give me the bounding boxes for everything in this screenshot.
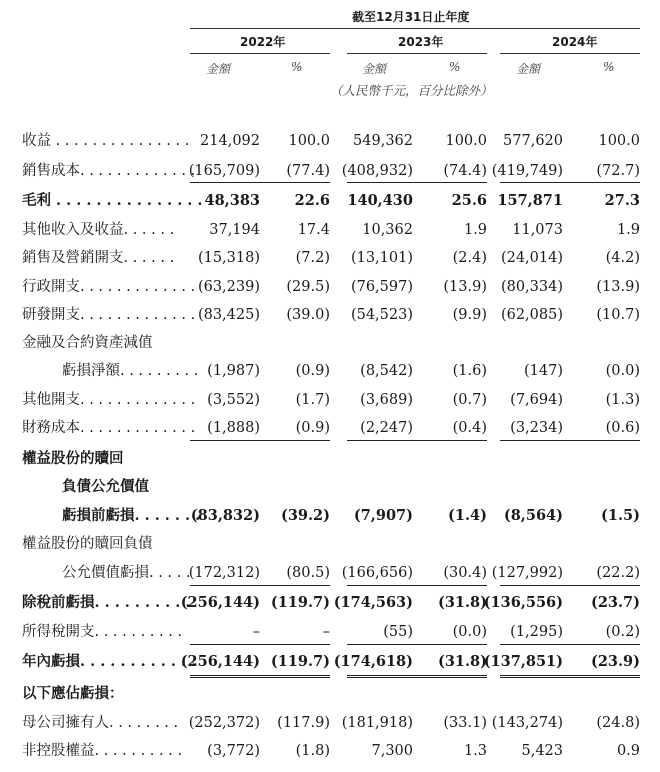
amount-cell: 11,073 bbox=[512, 222, 563, 238]
amount-cell: (3,689) bbox=[360, 392, 413, 408]
amount-cell: (83,425) bbox=[197, 307, 260, 323]
amount-cell: 577,620 bbox=[503, 133, 563, 149]
table-row bbox=[0, 358, 660, 384]
row-label: 權益股份的贖回 bbox=[22, 450, 124, 467]
table-row bbox=[0, 387, 660, 413]
table-row bbox=[0, 128, 660, 154]
percent-cell: (10.7) bbox=[596, 307, 640, 323]
row-label: 財務成本. . . . . . . . . . . . . bbox=[22, 420, 196, 436]
amount-cell: (80,334) bbox=[500, 279, 563, 295]
period-underline bbox=[190, 28, 640, 29]
amount-cell: (137,851) bbox=[483, 653, 563, 670]
amount-cell: – bbox=[252, 624, 260, 640]
percent-cell: (1.5) bbox=[601, 507, 640, 524]
row-label: 母公司擁有人. . . . . . . . bbox=[22, 715, 179, 731]
amount-cell: (13,101) bbox=[350, 250, 413, 266]
percent-cell: (2.4) bbox=[452, 250, 487, 266]
year-underline-2022 bbox=[190, 53, 330, 54]
amount-cell: (3,552) bbox=[207, 392, 260, 408]
amount-subheading: 金額 bbox=[362, 62, 387, 76]
percent-cell: (0.9) bbox=[295, 420, 330, 436]
amount-cell: (83,832) bbox=[190, 507, 260, 524]
table-row bbox=[0, 503, 660, 529]
subtotal-rule bbox=[190, 182, 330, 183]
amount-cell: (256,144) bbox=[180, 594, 260, 611]
percent-cell: (1.7) bbox=[295, 392, 330, 408]
percent-cell: (23.9) bbox=[590, 653, 640, 670]
percent-cell: 100.0 bbox=[445, 133, 487, 149]
amount-cell: (1,987) bbox=[207, 363, 260, 379]
percent-cell: (39.2) bbox=[280, 507, 330, 524]
table-row bbox=[0, 188, 660, 214]
table-row bbox=[0, 158, 660, 184]
percent-cell: 17.4 bbox=[297, 222, 330, 238]
percent-cell: (0.0) bbox=[605, 363, 640, 379]
row-label: 其他開支. . . . . . . . . . . . . bbox=[22, 392, 196, 408]
amount-cell: (8,564) bbox=[503, 507, 563, 524]
table-row bbox=[0, 560, 660, 586]
amount-cell: 140,430 bbox=[347, 192, 413, 209]
amount-cell: (76,597) bbox=[350, 279, 413, 295]
subtotal-rule bbox=[190, 644, 330, 645]
percent-cell: 25.6 bbox=[451, 192, 487, 209]
percent-cell: (30.4) bbox=[443, 565, 487, 581]
unit-note: （人民幣千元，百分比除外） bbox=[330, 83, 493, 98]
table-row bbox=[0, 710, 660, 736]
percent-cell: (0.7) bbox=[452, 392, 487, 408]
percent-cell: (31.8) bbox=[437, 653, 487, 670]
percent-cell: (29.5) bbox=[286, 279, 330, 295]
percent-cell: (39.0) bbox=[286, 307, 330, 323]
subtotal-rule bbox=[500, 644, 640, 645]
amount-cell: 48,383 bbox=[204, 192, 260, 209]
amount-cell: 5,423 bbox=[521, 743, 563, 759]
period-heading: 截至12月31日止年度 bbox=[352, 10, 470, 24]
amount-cell: (181,918) bbox=[341, 715, 413, 731]
percent-cell: (0.4) bbox=[452, 420, 487, 436]
pct-subheading: % bbox=[291, 60, 303, 74]
percent-cell: (9.9) bbox=[452, 307, 487, 323]
subtotal-rule bbox=[500, 440, 640, 441]
amount-cell: (252,372) bbox=[188, 715, 260, 731]
amount-cell: 549,362 bbox=[353, 133, 413, 149]
amount-subheading: 金額 bbox=[206, 62, 231, 76]
table-row bbox=[0, 649, 660, 675]
amount-cell: (1,295) bbox=[510, 624, 563, 640]
percent-cell: (13.9) bbox=[443, 279, 487, 295]
subtotal-rule bbox=[347, 182, 487, 183]
percent-cell: (31.8) bbox=[437, 594, 487, 611]
percent-cell: 1.9 bbox=[616, 222, 640, 238]
percent-cell: (23.7) bbox=[590, 594, 640, 611]
row-label: 以下應佔虧損： bbox=[22, 685, 124, 702]
amount-cell: (166,656) bbox=[341, 565, 413, 581]
percent-cell: (72.7) bbox=[596, 163, 640, 179]
subtotal-rule bbox=[347, 585, 487, 586]
subtotal-rule bbox=[347, 440, 487, 441]
percent-cell: (77.4) bbox=[286, 163, 330, 179]
row-label: 研發開支. . . . . . . . . . . . . bbox=[22, 307, 196, 323]
table-row bbox=[0, 738, 660, 764]
table-row bbox=[0, 217, 660, 243]
percent-cell: 100.0 bbox=[288, 133, 330, 149]
percent-cell: (117.9) bbox=[277, 715, 330, 731]
percent-cell: 22.6 bbox=[294, 192, 330, 209]
row-label: 銷售及營銷開支. . . . . . bbox=[22, 250, 175, 266]
amount-cell: (143,274) bbox=[491, 715, 563, 731]
year-underline-2023 bbox=[347, 53, 487, 54]
row-label: 公允價值虧損. . . . . bbox=[62, 565, 191, 581]
amount-subheading: 金額 bbox=[516, 62, 541, 76]
table-row bbox=[0, 474, 660, 500]
percent-cell: (0.0) bbox=[452, 624, 487, 640]
percent-cell: (1.6) bbox=[452, 363, 487, 379]
year-heading-2022: 2022年 bbox=[240, 35, 286, 49]
subtotal-rule bbox=[500, 182, 640, 183]
amount-cell: (8,542) bbox=[360, 363, 413, 379]
subtotal-rule bbox=[347, 644, 487, 645]
amount-cell: 214,092 bbox=[200, 133, 260, 149]
amount-cell: (62,085) bbox=[500, 307, 563, 323]
percent-cell: (1.4) bbox=[448, 507, 487, 524]
percent-cell: 1.3 bbox=[463, 743, 487, 759]
subtotal-rule bbox=[500, 585, 640, 586]
percent-cell: 100.0 bbox=[598, 133, 640, 149]
row-label: 權益股份的贖回負債 bbox=[22, 536, 153, 552]
row-label: 虧損淨額. . . . . . . . . bbox=[62, 363, 199, 379]
percent-cell: 27.3 bbox=[604, 192, 640, 209]
row-label: 銷售成本. . . . . . . . . . . . . bbox=[22, 163, 196, 179]
amount-cell: (256,144) bbox=[180, 653, 260, 670]
amount-cell: 10,362 bbox=[362, 222, 413, 238]
percent-cell: (0.6) bbox=[605, 420, 640, 436]
amount-cell: (147) bbox=[524, 363, 563, 379]
percent-cell: (22.2) bbox=[596, 565, 640, 581]
row-label: 負債公允價值 bbox=[62, 478, 149, 495]
table-row bbox=[0, 415, 660, 441]
amount-cell: (408,932) bbox=[341, 163, 413, 179]
row-label: 非控股權益. . . . . . . . . . bbox=[22, 743, 183, 759]
amount-cell: (7,907) bbox=[353, 507, 413, 524]
table-row bbox=[0, 619, 660, 645]
year-heading-2023: 2023年 bbox=[398, 35, 444, 49]
amount-cell: 7,300 bbox=[371, 743, 413, 759]
row-label: 除稅前虧損. . . . . . . . . . bbox=[22, 594, 191, 611]
percent-cell: (1.3) bbox=[605, 392, 640, 408]
row-label: 所得稅開支. . . . . . . . . . bbox=[22, 624, 183, 640]
pct-subheading: % bbox=[449, 60, 461, 74]
amount-cell: (63,239) bbox=[197, 279, 260, 295]
amount-cell: (55) bbox=[383, 624, 413, 640]
table-row bbox=[0, 302, 660, 328]
row-label: 年內虧損. . . . . . . . . . . . bbox=[22, 653, 197, 670]
percent-cell: (24.8) bbox=[596, 715, 640, 731]
amount-cell: (127,992) bbox=[491, 565, 563, 581]
amount-cell: (24,014) bbox=[500, 250, 563, 266]
percent-cell: (80.5) bbox=[286, 565, 330, 581]
row-label: 金融及合約資產減值 bbox=[22, 335, 153, 351]
percent-cell: (7.2) bbox=[295, 250, 330, 266]
amount-cell: 37,194 bbox=[209, 222, 260, 238]
amount-cell: (419,749) bbox=[491, 163, 563, 179]
percent-cell: 1.9 bbox=[463, 222, 487, 238]
table-row bbox=[0, 245, 660, 271]
percent-cell: (119.7) bbox=[270, 653, 330, 670]
amount-cell: (7,694) bbox=[510, 392, 563, 408]
amount-cell: (136,556) bbox=[483, 594, 563, 611]
total-rule bbox=[347, 675, 487, 678]
table-row bbox=[0, 446, 660, 472]
percent-cell: – bbox=[322, 624, 330, 640]
percent-cell: (0.2) bbox=[605, 624, 640, 640]
year-heading-2024: 2024年 bbox=[552, 35, 598, 49]
percent-cell: (1.8) bbox=[295, 743, 330, 759]
row-label: 收益 . . . . . . . . . . . . . . . bbox=[22, 133, 190, 149]
total-rule bbox=[500, 675, 640, 678]
amount-cell: 157,871 bbox=[497, 192, 563, 209]
table-row bbox=[0, 681, 660, 707]
amount-cell: (15,318) bbox=[197, 250, 260, 266]
subtotal-rule bbox=[190, 440, 330, 441]
amount-cell: (1,888) bbox=[207, 420, 260, 436]
amount-cell: (174,563) bbox=[333, 594, 413, 611]
table-row bbox=[0, 590, 660, 616]
percent-cell: (74.4) bbox=[443, 163, 487, 179]
percent-cell: (4.2) bbox=[605, 250, 640, 266]
amount-cell: (172,312) bbox=[188, 565, 260, 581]
percent-cell: (13.9) bbox=[596, 279, 640, 295]
subtotal-rule bbox=[190, 585, 330, 586]
total-rule bbox=[190, 675, 330, 678]
amount-cell: (3,234) bbox=[510, 420, 563, 436]
percent-cell: (119.7) bbox=[270, 594, 330, 611]
pct-subheading: % bbox=[603, 60, 615, 74]
percent-cell: (33.1) bbox=[443, 715, 487, 731]
row-label: 虧損前虧損. . . . . . . bbox=[62, 507, 201, 524]
table-row bbox=[0, 531, 660, 557]
table-row bbox=[0, 330, 660, 356]
amount-cell: (165,709) bbox=[188, 163, 260, 179]
table-row bbox=[0, 274, 660, 300]
row-label: 行政開支. . . . . . . . . . . . . bbox=[22, 279, 196, 295]
amount-cell: (3,772) bbox=[207, 743, 260, 759]
row-label: 毛利 . . . . . . . . . . . . . . . bbox=[22, 192, 203, 209]
row-label: 其他收入及收益. . . . . . bbox=[22, 222, 175, 238]
amount-cell: (174,618) bbox=[333, 653, 413, 670]
amount-cell: (54,523) bbox=[350, 307, 413, 323]
amount-cell: (2,247) bbox=[360, 420, 413, 436]
year-underline-2024 bbox=[500, 53, 640, 54]
percent-cell: (0.9) bbox=[295, 363, 330, 379]
percent-cell: 0.9 bbox=[616, 743, 640, 759]
